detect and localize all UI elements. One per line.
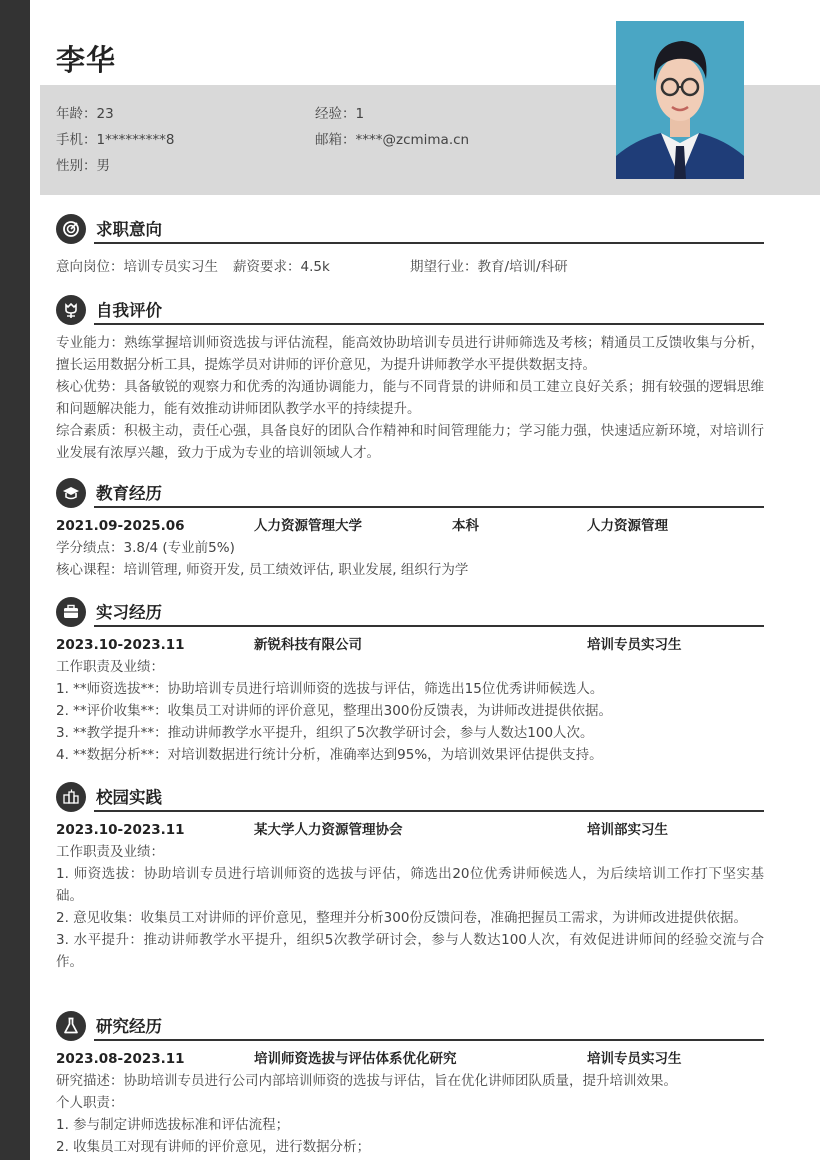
flask-icon <box>56 1011 86 1041</box>
section-divider <box>94 810 764 812</box>
intern-duty-item: 2. **评价收集**：收集员工对讲师的评价意见，整理出300份反馈表，为讲师改进提供依据。 <box>56 703 612 719</box>
section-title: 研究经历 <box>96 1017 162 1036</box>
campus-duty-item: 1. 师资选拔：协助培训专员进行培训师资的选拔与评估，筛选出20位优秀讲师候选人，为后续培训工作打下坚实基础。 <box>56 866 764 904</box>
edu-school: 人力资源管理大学 <box>254 518 362 534</box>
building-icon <box>56 782 86 812</box>
briefcase-icon <box>56 597 86 627</box>
research-description: 研究描述：协助培训专员进行公司内部培训师资的选拔与评估，旨在优化讲师团队质量，提升培训效果。 <box>56 1073 677 1089</box>
self-eval-qualities: 综合素质：积极主动，责任心强，具备良好的团队合作精神和时间管理能力；学习能力强，快速适应新环境，对培训行业发展有浓厚兴趣，致力于成为专业的培训领域人才。 <box>56 423 764 461</box>
left-sidebar-bar <box>0 0 30 1160</box>
campus-period: 2023.10-2023.11 <box>56 822 185 838</box>
flower-icon <box>56 295 86 325</box>
section-campus-practice <box>56 782 764 973</box>
self-eval-professional: 专业能力：熟练掌握培训师资选拔与评估流程，能高效协助培训专员进行讲师筛选及考核；精通员工反馈收集与分析，擅长运用数据分析工具，提炼学员对讲师的评价意见，为提升讲师教学水平提供数据支持。 <box>56 335 764 373</box>
info-phone: 手机：1*********8 <box>56 132 175 148</box>
graduation-cap-icon <box>56 478 86 508</box>
profile-photo <box>616 21 744 179</box>
section-divider <box>94 625 764 627</box>
campus-duty-item: 3. 水平提升：推动讲师教学水平提升，组织5次教学研讨会，参与人数达100人次，有效促进讲师间的经验交流与合作。 <box>56 932 764 970</box>
section-education <box>56 478 764 581</box>
section-research <box>56 1011 764 1158</box>
intern-duty-item: 4. **数据分析**：对培训数据进行统计分析，准确率达到95%，为培训效果评估提供支持。 <box>56 747 603 763</box>
section-job-intent <box>56 214 764 278</box>
intern-company: 新锐科技有限公司 <box>254 637 362 653</box>
section-title: 自我评价 <box>96 301 162 320</box>
section-divider <box>94 506 764 508</box>
info-email: 邮箱：****@zcmima.cn <box>315 132 470 148</box>
section-title: 求职意向 <box>96 220 162 239</box>
edu-gpa: 学分绩点：3.8/4 (专业前5%) <box>56 540 235 556</box>
intent-salary: 薪资要求：4.5k <box>233 259 330 275</box>
campus-role: 培训部实习生 <box>587 822 668 838</box>
section-divider <box>94 242 764 244</box>
section-self-evaluation <box>56 295 764 464</box>
intern-duties-label: 工作职责及业绩： <box>56 659 164 675</box>
campus-org: 某大学人力资源管理协会 <box>254 822 403 838</box>
intern-role: 培训专员实习生 <box>587 637 682 653</box>
research-role: 培训专员实习生 <box>587 1051 682 1067</box>
info-age: 年龄：23 <box>56 106 114 122</box>
research-project: 培训师资选拔与评估体系优化研究 <box>254 1051 457 1067</box>
research-duties-label: 个人职责： <box>56 1095 124 1111</box>
target-icon <box>56 214 86 244</box>
intent-industry: 期望行业：教育/培训/科研 <box>410 259 568 275</box>
intern-duty-item: 3. **教学提升**：推动讲师教学水平提升，组织了5次教学研讨会，参与人数达100人次。 <box>56 725 594 741</box>
campus-duty-item: 2. 意见收集：收集员工对讲师的评价意见，整理并分析300份反馈问卷，准确把握员工需求，为讲师改进提供依据。 <box>56 910 747 926</box>
edu-period: 2021.09-2025.06 <box>56 518 185 534</box>
research-duty-item: 2. 收集员工对现有讲师的评价意见，进行数据分析； <box>56 1139 371 1155</box>
edu-courses: 核心课程：培训管理, 师资开发, 员工绩效评估, 职业发展, 组织行为学 <box>56 562 469 578</box>
candidate-name: 李华 <box>56 43 117 77</box>
section-title: 实习经历 <box>96 603 162 622</box>
research-duty-item: 1. 参与制定讲师选拔标准和评估流程； <box>56 1117 290 1133</box>
section-divider <box>94 1039 764 1041</box>
portrait-illustration-icon <box>616 21 744 179</box>
section-internship <box>56 597 764 766</box>
section-divider <box>94 323 764 325</box>
info-gender: 性别：男 <box>56 158 110 174</box>
section-title: 教育经历 <box>96 484 162 503</box>
info-experience: 经验：1 <box>315 106 365 122</box>
edu-major: 人力资源管理 <box>587 518 668 534</box>
section-title: 校园实践 <box>96 788 162 807</box>
campus-duties-label: 工作职责及业绩： <box>56 844 164 860</box>
intern-duty-item: 1. **师资选拔**：协助培训专员进行培训师资的选拔与评估，筛选出15位优秀讲师候选人。 <box>56 681 604 697</box>
intern-period: 2023.10-2023.11 <box>56 637 185 653</box>
self-eval-strengths: 核心优势：具备敏锐的观察力和优秀的沟通协调能力，能与不同背景的讲师和员工建立良好关系；拥有较强的逻辑思维和问题解决能力，能有效推动讲师团队教学水平的持续提升。 <box>56 379 764 417</box>
edu-degree: 本科 <box>452 518 479 534</box>
research-period: 2023.08-2023.11 <box>56 1051 185 1067</box>
intent-position: 意向岗位：培训专员实习生 <box>56 259 218 275</box>
